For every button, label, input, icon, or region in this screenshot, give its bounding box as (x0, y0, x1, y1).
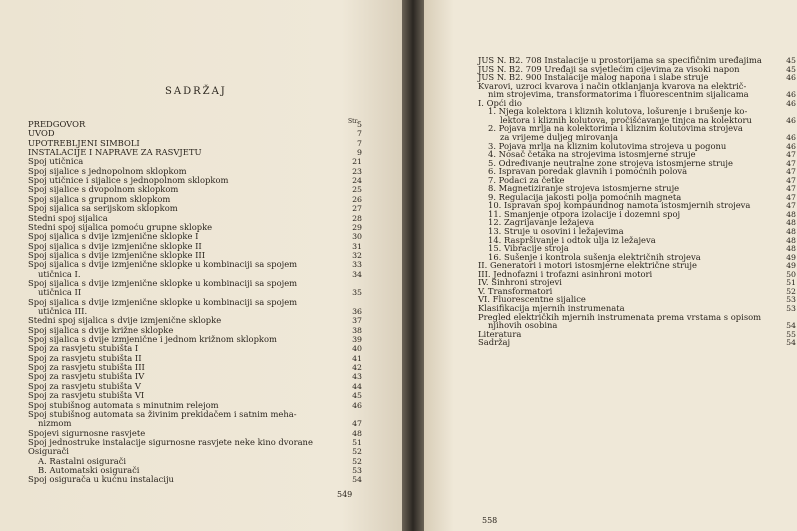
toc-entry-text: Spoj sijalica s grupnom sklopkom (28, 193, 171, 204)
toc-entry-page: 47 (786, 167, 796, 177)
toc-entry-page: 29 (352, 222, 362, 232)
toc-entry-page: 41 (352, 353, 362, 363)
toc-entry-page: 21 (352, 157, 362, 167)
toc-entry-page: 36 (352, 307, 362, 316)
toc-entry-text: 15. Vibracije stroja (488, 243, 569, 254)
toc-entry-text: Stedni spoj sijalica (28, 212, 108, 223)
toc-entry-text: 6. Ispravan poredak glavnih i pomoćnih polova (488, 166, 688, 177)
toc-entry-page: 46 (352, 400, 362, 410)
toc-entry-text: 4. Nosač četaka na strojevima istosmjerne struje (488, 149, 696, 160)
toc-entry-page: 46 (786, 90, 796, 100)
toc-entry-page: 28 (352, 213, 362, 223)
toc-entry-text: 10. Ispravan spoj kompaundnog namota istosmjernih strojeva (488, 200, 751, 211)
toc-entry-page: 32 (352, 250, 362, 260)
toc-entry-page: 46 (786, 115, 796, 125)
toc-entry-text: Stedni spoj sijalica pomoću grupne sklopke (28, 221, 213, 232)
toc-entry-text: Spojevi sigurnosne rasvjete (28, 427, 146, 438)
toc-entry-text: 9. Regulacija jakosti polja pomoćnih magneta (488, 191, 682, 202)
toc-entry-text: Stedni spoj sijalica s dvije izmjenične sklopke (28, 315, 222, 326)
toc-entry-text: 5. Određivanje neutralne zone strojeva istosmjerne struje (488, 157, 733, 168)
toc-entry-text: Spoj sijalica sa serijskom sklopkom (28, 203, 178, 214)
toc-entry-page: 48 (786, 218, 796, 228)
toc-entry-text: III. Jednofazni i trofazni asinhroni motori (478, 268, 653, 279)
toc-entry-text: Spoj jednostruke instalacije sigurnosne rasvjete neke kino dvorane (28, 436, 313, 447)
toc-entry-page: 47 (786, 184, 796, 194)
toc-entry-page: 43 (352, 372, 362, 382)
toc-entry-text: Pregled električkih mjernih instrumenata prema vrstama s opisom (478, 311, 762, 322)
toc-entry-text: Spoj sijalice s jednopolnom sklopkom (28, 165, 187, 176)
toc-entry-text: 7. Podaci za četke (488, 174, 565, 185)
toc-entry-page: 45 (352, 391, 362, 401)
toc-entry-page: 48 (786, 227, 796, 236)
toc-entry-text: B. Automatski osigurači (38, 464, 140, 475)
toc-entry-text: INSTALACIJE I NAPRAVE ZA RASVJETU (28, 147, 202, 158)
toc-entry-page: 38 (352, 325, 362, 335)
toc-entry-page: 48 (786, 209, 796, 219)
toc-entry-page: 46 (786, 98, 796, 108)
toc-entry-text: njihovih osobina (488, 320, 558, 331)
toc-entry-text: 13. Struje u osovini i ležajevima (488, 226, 624, 236)
page-number-left: 549 (337, 490, 353, 499)
toc-entry-page: 42 (352, 363, 362, 373)
toc-entry-page: 46 (786, 141, 796, 151)
toc-entry-page: 27 (352, 204, 362, 214)
toc-entry-text: PREDGOVOR (28, 119, 86, 129)
toc-entry-text: 12. Zagrijavanje ležajeva (488, 217, 595, 228)
toc-entry-text: IV. Sinhroni strojevi (478, 277, 562, 288)
toc-entry-page: 55 (786, 329, 796, 339)
toc-entry-page: 47 (786, 201, 796, 211)
right-page (424, 0, 797, 531)
toc-entry-text: II. Generatori i motori istosmjerne električne struje (478, 260, 697, 271)
toc-entry-page: 40 (352, 344, 362, 354)
toc-entry-text: V. Transformatori (478, 285, 553, 296)
toc-entry-text: A. Rastalni osigurači (38, 455, 127, 466)
toc-entry-text: Klasifikacija mjernih instrumenata (478, 302, 625, 313)
toc-entry-page: 26 (352, 194, 362, 204)
toc-entry-page: 52 (786, 286, 796, 296)
toc-entry-page: 25 (352, 185, 362, 195)
toc-entry-page: 5 (357, 120, 362, 129)
toc-entry-text: Spoj za rasvjetu stubišta II (28, 352, 142, 363)
toc-entry-text: JUS N. B2. 709 Uređaji sa svjetlećim cijevima za visoki napon (478, 63, 740, 74)
toc-entry-text: Sadržaj (478, 337, 511, 348)
toc-entry-page: 31 (352, 241, 362, 251)
toc-entry-text: 11. Smanjenje otpora izolacije i dozemni spoj (488, 208, 681, 219)
str-label: Str. (348, 118, 359, 125)
toc-entry-page: 47 (786, 192, 796, 202)
toc-entry-page: 54 (352, 475, 362, 485)
toc-entry-page: 47 (352, 419, 362, 429)
toc-entry-page: 48 (786, 235, 796, 245)
page-number-right: 558 (482, 516, 498, 525)
toc-entry-text: UVOD (28, 128, 55, 139)
toc-entry-text: 14. Raspršivanje i odtok ulja iz ležajeva (488, 234, 656, 245)
toc-entry-page: 47 (786, 175, 796, 185)
toc-entry-text: Spoj osigurača u kućnu instalaciju (28, 474, 174, 485)
toc-entry-text: Spoj stubišnog automata sa živinim prekidačem i satnim meha- (28, 408, 297, 419)
toc-entry-text: Kvarovi, uzroci kvarova i način otklanjanja kvarova na električ- (478, 80, 747, 91)
toc-entry-page: 50 (786, 269, 796, 279)
toc-entry-page: 45 (786, 56, 796, 65)
toc-entry-text: I. Opći dio (478, 97, 522, 108)
toc-entry-text: nim strojevima, transformatorima i fluorescentnim sijalicama (488, 89, 749, 100)
toc-entry-text: UPOTREBLJENI SIMBOLI (28, 137, 140, 148)
toc-entry-page: 45 (786, 64, 796, 74)
toc-entry-text: Literatura (478, 328, 522, 339)
toc-entry-text: 8. Magnetiziranje strojeva istosmjerne struje (488, 183, 680, 194)
toc-entry-text: Spoj sijalica s dvije izmjenične sklopke u kombinaciji sa spojem (28, 259, 298, 270)
toc-entry-page: 39 (352, 335, 362, 345)
toc-entry-page: 49 (786, 261, 796, 271)
toc-entry-text: nizmom (38, 418, 72, 429)
toc-entry-text: Spoj utičnice i sijalice s jednopolnom sklopkom (28, 175, 229, 186)
toc-entry-text: Spoj sijalica s dvije izmjenične sklopke u kombinaciji sa spojem (28, 296, 298, 307)
toc-entry-text: Spoj sijalica s dvije izmjenične sklopke u kombinaciji sa spojem (28, 277, 298, 288)
toc-entry-page: 9 (357, 148, 362, 158)
toc-entry-text: utičnica I. (38, 268, 81, 279)
toc-entry-page: 44 (352, 381, 362, 391)
toc-entry-page: 48 (352, 428, 362, 438)
toc-entry-page: 48 (786, 244, 796, 254)
toc-entry-text: Spoj za rasvjetu stubišta V (28, 380, 141, 391)
toc-entry-page: 30 (352, 232, 362, 242)
toc-entry-text: JUS N. B2. 708 Instalacije u prostorijama sa specifičnim uređajima (478, 55, 762, 65)
toc-entry-page: 33 (352, 260, 362, 270)
toc-entry-text: VI. Fluorescentne sijalice (478, 294, 586, 305)
toc-entry-text: Spoj sijalica s dvije križne sklopke (28, 324, 174, 335)
toc-entry-text: 16. Sušenje i kontrola sušenja električnih strojeva (488, 251, 701, 262)
toc-entry-text: utičnica III. (38, 306, 88, 316)
toc-entry-page: 47 (786, 158, 796, 168)
toc-entry-page: 53 (352, 465, 362, 475)
toc-entry-text: Spoj sijalica s dvije izmjenične sklopke I (28, 231, 199, 242)
toc-entry-page: 51 (786, 278, 796, 288)
toc-entry-page: 54 (786, 321, 796, 331)
toc-entry-text: Spoj za rasvjetu stubišta III (28, 362, 145, 373)
book-gutter (402, 0, 424, 531)
toc-entry-page: 53 (786, 295, 796, 305)
toc-entry-text: Spoj za rasvjetu stubišta I (28, 343, 139, 354)
toc-entry-text: Spoj utičnica (28, 156, 84, 167)
toc-entry-text: Spoj stubišnog automata s minutnim relejom (28, 399, 219, 410)
toc-entry-text: Spoj sijalica s dvije izmjenične sklopke III (28, 249, 206, 260)
toc-entry-text: 1. Njega kolektora i kliznih kolutova, lošurenje i brušenje ko- (488, 106, 748, 117)
toc-entry-text: za vrijeme duljeg mirovanja (500, 131, 618, 142)
toc-entry-text: Osigurači (28, 446, 69, 457)
toc-entry-text: JUS N. B2. 900 Instalacije malog napona i slabe struje (478, 72, 709, 83)
toc-entry-page: 46 (786, 132, 796, 142)
toc-entry-page: 52 (352, 456, 362, 466)
toc-entry-page: 49 (786, 252, 796, 262)
toc-entry-text: 2. Pojava mrlja na kolektorima i kliznim kolutovima strojeva (488, 123, 743, 134)
toc-entry-page: 51 (352, 437, 362, 447)
toc-entry-page: 46 (786, 73, 796, 83)
toc-entry-text: Spoj sijalica s dvije izmjenične i jednom križnom sklopkom (28, 334, 277, 345)
toc-entry-page: 24 (352, 176, 362, 186)
toc-entry-page: 53 (786, 303, 796, 313)
toc-entry-page: 35 (352, 288, 362, 298)
toc-entry-page: 52 (352, 447, 362, 457)
page-title: SADRŽAJ (165, 86, 227, 97)
toc-entry-page: 34 (352, 269, 362, 279)
toc-entry-page: 7 (357, 138, 362, 148)
toc-entry-text: lektora i kliznih kolutova, pročišćavanje tinjca na kolektoru (500, 114, 752, 125)
toc-entry-text: 3. Pojava mrlja na kliznim kolutovima strojeva u pogonu (488, 140, 727, 151)
toc-entry-text: Spoj sijalice s dvopolnom sklopkom (28, 184, 179, 195)
toc-entry-page: 7 (357, 129, 362, 139)
toc-entry-text: Spoj sijalica s dvije izmjenične sklopke II (28, 240, 202, 251)
toc-entry-page: 47 (786, 150, 796, 160)
toc-entry-text: utičnica II (38, 287, 82, 298)
toc-entry-page: 54 (786, 338, 796, 348)
toc-entry-text: Spoj za rasvjetu stubišta VI (28, 390, 145, 401)
toc-entry-text: Spoj za rasvjetu stubišta IV (28, 371, 145, 382)
toc-entry-page: 37 (352, 316, 362, 326)
toc-entry-page: 23 (352, 166, 362, 176)
